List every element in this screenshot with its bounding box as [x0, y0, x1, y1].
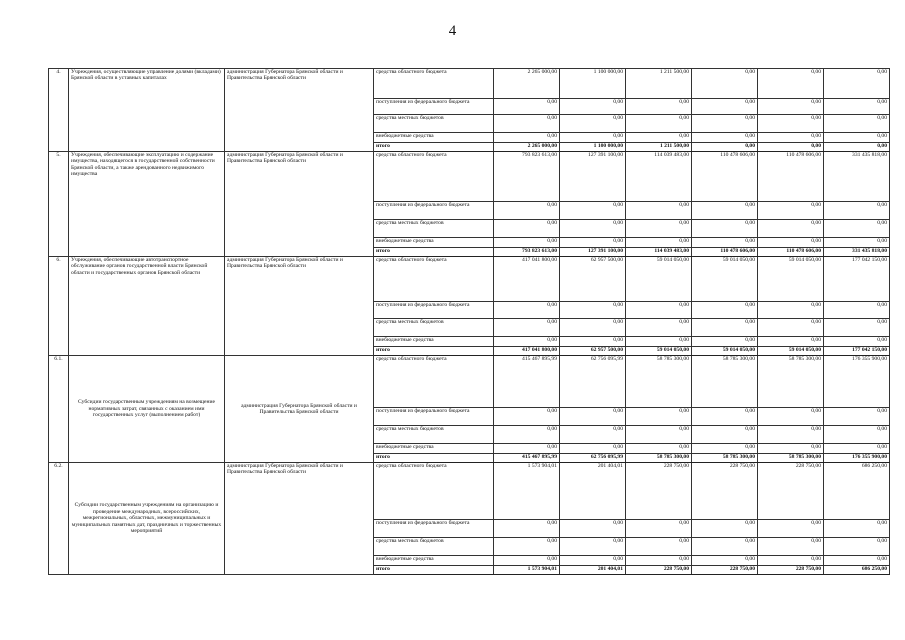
amount-cell: 0,00 — [560, 426, 626, 444]
amount-cell: 0,00 — [626, 302, 692, 319]
funding-source: средства областного бюджета — [374, 257, 494, 302]
amount-cell: 0,00 — [824, 143, 890, 152]
amount-cell: 0,00 — [494, 520, 560, 538]
amount-cell: 0,00 — [758, 444, 824, 454]
amount-cell: 0,00 — [560, 238, 626, 248]
amount-cell: 228 750,00 — [758, 463, 824, 520]
funding-source: средства областного бюджета — [374, 463, 494, 520]
amount-cell: 0,00 — [824, 556, 890, 566]
amount-cell: 0,00 — [758, 408, 824, 426]
section-number: 6.2. — [49, 463, 69, 575]
amount-cell: 2 265 000,00 — [494, 143, 560, 152]
funding-source: внебюджетные средства — [374, 556, 494, 566]
amount-cell: 110 478 606,00 — [758, 248, 824, 257]
amount-cell: 110 478 606,00 — [758, 152, 824, 202]
amount-cell: 0,00 — [494, 238, 560, 248]
section-number: 6. — [49, 257, 69, 356]
amount-cell: 0,00 — [494, 115, 560, 133]
section-name: Субсидии государственным учреждениям на организацию и проведение международных, всероссийских, межрегиональных, областных, межмуниципальных и муниципальных памятных дат, праздничных и торжественных мероприятий — [69, 463, 225, 575]
amount-cell: 0,00 — [626, 319, 692, 337]
amount-cell: 0,00 — [692, 520, 758, 538]
funding-source: поступления из федерального бюджета — [374, 302, 494, 319]
amount-cell: 0,00 — [692, 556, 758, 566]
budget-table — [48, 68, 890, 575]
funding-source: поступления из федерального бюджета — [374, 202, 494, 220]
amount-cell: 0,00 — [824, 444, 890, 454]
amount-cell: 228 750,00 — [692, 463, 758, 520]
amount-cell: 0,00 — [626, 238, 692, 248]
amount-cell: 2 265 000,00 — [494, 69, 560, 99]
amount-cell: 0,00 — [824, 426, 890, 444]
amount-cell: 0,00 — [626, 538, 692, 556]
amount-cell: 176 355 900,00 — [824, 356, 890, 408]
funding-source: средства местных бюджетов — [374, 220, 494, 238]
table-row — [49, 152, 890, 202]
funding-source: средства областного бюджета — [374, 152, 494, 202]
amount-cell: 0,00 — [824, 202, 890, 220]
amount-cell: 0,00 — [494, 556, 560, 566]
amount-cell: 59 014 050,00 — [626, 257, 692, 302]
amount-cell: 1 100 000,00 — [560, 143, 626, 152]
amount-cell: 0,00 — [560, 133, 626, 143]
funding-source: внебюджетные средства — [374, 238, 494, 248]
funding-source: итого — [374, 143, 494, 152]
amount-cell: 58 785 300,00 — [692, 454, 758, 463]
funding-source: средства местных бюджетов — [374, 538, 494, 556]
amount-cell: 0,00 — [692, 426, 758, 444]
amount-cell: 686 250,00 — [824, 566, 890, 575]
amount-cell: 0,00 — [758, 133, 824, 143]
amount-cell: 0,00 — [494, 337, 560, 347]
amount-cell: 0,00 — [692, 408, 758, 426]
amount-cell: 415 467 895,99 — [494, 454, 560, 463]
amount-cell: 177 042 150,00 — [824, 257, 890, 302]
amount-cell: 0,00 — [494, 99, 560, 115]
amount-cell: 0,00 — [560, 319, 626, 337]
amount-cell: 62 957 500,00 — [560, 257, 626, 302]
amount-cell: 0,00 — [494, 302, 560, 319]
amount-cell: 0,00 — [560, 408, 626, 426]
amount-cell: 110 478 606,00 — [692, 152, 758, 202]
amount-cell: 59 014 050,00 — [758, 347, 824, 356]
section-number: 4. — [49, 69, 69, 152]
funding-source: внебюджетные средства — [374, 337, 494, 347]
funding-source: средства местных бюджетов — [374, 115, 494, 133]
amount-cell: 0,00 — [626, 426, 692, 444]
table-row — [49, 69, 890, 99]
amount-cell: 331 435 818,00 — [824, 248, 890, 257]
funding-source: поступления из федерального бюджета — [374, 408, 494, 426]
funding-source: внебюджетные средства — [374, 133, 494, 143]
amount-cell: 0,00 — [692, 538, 758, 556]
amount-cell: 0,00 — [560, 538, 626, 556]
amount-cell: 1 100 000,00 — [560, 69, 626, 99]
amount-cell: 0,00 — [560, 115, 626, 133]
amount-cell: 1 211 500,00 — [626, 69, 692, 99]
section-name: Субсидии государственным учреждениям на возмещение нормативных затрат, связанных с оказанием ими государственных услуг (выполнением работ) — [69, 356, 225, 463]
funding-source: внебюджетные средства — [374, 444, 494, 454]
amount-cell: 0,00 — [692, 133, 758, 143]
amount-cell: 686 250,00 — [824, 463, 890, 520]
amount-cell: 0,00 — [626, 220, 692, 238]
amount-cell: 0,00 — [824, 408, 890, 426]
amount-cell: 0,00 — [692, 337, 758, 347]
amount-cell: 0,00 — [692, 319, 758, 337]
amount-cell: 0,00 — [758, 69, 824, 99]
amount-cell: 0,00 — [560, 556, 626, 566]
amount-cell: 0,00 — [824, 302, 890, 319]
amount-cell: 0,00 — [824, 319, 890, 337]
amount-cell: 0,00 — [626, 99, 692, 115]
amount-cell: 0,00 — [692, 220, 758, 238]
amount-cell: 0,00 — [560, 302, 626, 319]
section-executor: администрация Губернатора Брянской области и Правительства Брянской области — [225, 257, 374, 356]
amount-cell: 58 785 300,00 — [626, 454, 692, 463]
section-executor: администрация Губернатора Брянской области и Правительства Брянской области — [225, 356, 374, 463]
amount-cell: 0,00 — [692, 143, 758, 152]
amount-cell: 0,00 — [824, 115, 890, 133]
section-name: Учреждения, обеспечивающие автотранспортное обслуживание органов государственной власти Брянской области и государственных органов Брянской области — [69, 257, 225, 356]
amount-cell: 59 014 050,00 — [626, 347, 692, 356]
amount-cell: 417 041 800,00 — [494, 257, 560, 302]
amount-cell: 0,00 — [494, 444, 560, 454]
amount-cell: 62 756 095,99 — [560, 454, 626, 463]
amount-cell: 0,00 — [626, 337, 692, 347]
amount-cell: 0,00 — [758, 99, 824, 115]
amount-cell: 0,00 — [494, 220, 560, 238]
amount-cell: 0,00 — [494, 538, 560, 556]
amount-cell: 0,00 — [626, 520, 692, 538]
amount-cell: 114 039 483,00 — [626, 152, 692, 202]
amount-cell: 0,00 — [758, 538, 824, 556]
amount-cell: 0,00 — [758, 337, 824, 347]
amount-cell: 0,00 — [758, 202, 824, 220]
amount-cell: 0,00 — [560, 99, 626, 115]
amount-cell: 0,00 — [758, 220, 824, 238]
amount-cell: 417 041 800,00 — [494, 347, 560, 356]
amount-cell: 1 573 904,01 — [494, 566, 560, 575]
amount-cell: 0,00 — [824, 538, 890, 556]
amount-cell: 228 750,00 — [626, 566, 692, 575]
amount-cell: 0,00 — [560, 444, 626, 454]
amount-cell: 415 467 895,99 — [494, 356, 560, 408]
funding-source: средства областного бюджета — [374, 69, 494, 99]
amount-cell: 0,00 — [560, 220, 626, 238]
amount-cell: 0,00 — [692, 202, 758, 220]
amount-cell: 793 823 613,00 — [494, 248, 560, 257]
funding-source: средства областного бюджета — [374, 356, 494, 408]
amount-cell: 0,00 — [626, 202, 692, 220]
funding-source: итого — [374, 347, 494, 356]
amount-cell: 0,00 — [626, 133, 692, 143]
amount-cell: 110 478 606,00 — [692, 248, 758, 257]
amount-cell: 0,00 — [824, 220, 890, 238]
amount-cell: 59 014 050,00 — [692, 347, 758, 356]
amount-cell: 0,00 — [692, 115, 758, 133]
section-name: Учреждения, осуществляющие управление долями (вкладами) Брянской области в уставных капиталах — [69, 69, 225, 152]
section-executor: администрация Губернатора Брянской области и Правительства Брянской области — [225, 152, 374, 257]
amount-cell: 58 785 300,00 — [626, 356, 692, 408]
amount-cell: 62 756 095,99 — [560, 356, 626, 408]
section-number: 6.1. — [49, 356, 69, 463]
amount-cell: 0,00 — [692, 99, 758, 115]
amount-cell: 0,00 — [758, 520, 824, 538]
amount-cell: 0,00 — [626, 444, 692, 454]
amount-cell: 0,00 — [626, 556, 692, 566]
amount-cell: 0,00 — [824, 133, 890, 143]
amount-cell: 0,00 — [824, 337, 890, 347]
section-executor: администрация Губернатора Брянской области и Правительства Брянской области — [225, 463, 374, 575]
amount-cell: 0,00 — [692, 444, 758, 454]
amount-cell: 59 014 050,00 — [758, 257, 824, 302]
amount-cell: 58 785 300,00 — [692, 356, 758, 408]
section-executor: администрация Губернатора Брянской области и Правительства Брянской области — [225, 69, 374, 152]
amount-cell: 114 039 483,00 — [626, 248, 692, 257]
amount-cell: 1 573 904,01 — [494, 463, 560, 520]
amount-cell: 201 404,01 — [560, 463, 626, 520]
section-name: Учреждения, обеспечивающие эксплуатацию и содержание имущества, находящегося в государственной собственности Брянской области, а также арендованного недвижимого имущества — [69, 152, 225, 257]
funding-source: поступления из федерального бюджета — [374, 520, 494, 538]
amount-cell: 0,00 — [494, 426, 560, 444]
amount-cell: 0,00 — [758, 115, 824, 133]
amount-cell: 0,00 — [824, 520, 890, 538]
funding-source: итого — [374, 454, 494, 463]
table-row — [49, 463, 890, 520]
amount-cell: 0,00 — [494, 202, 560, 220]
amount-cell: 59 014 050,00 — [692, 257, 758, 302]
amount-cell: 0,00 — [692, 238, 758, 248]
section-number: 5. — [49, 152, 69, 257]
amount-cell: 176 355 900,00 — [824, 454, 890, 463]
amount-cell: 331 435 818,00 — [824, 152, 890, 202]
amount-cell: 228 750,00 — [626, 463, 692, 520]
funding-source: средства местных бюджетов — [374, 426, 494, 444]
amount-cell: 58 785 300,00 — [758, 454, 824, 463]
funding-source: средства местных бюджетов — [374, 319, 494, 337]
amount-cell: 0,00 — [758, 319, 824, 337]
amount-cell: 177 042 150,00 — [824, 347, 890, 356]
table-row — [49, 356, 890, 408]
amount-cell: 0,00 — [626, 408, 692, 426]
funding-source: поступления из федерального бюджета — [374, 99, 494, 115]
amount-cell: 0,00 — [692, 69, 758, 99]
amount-cell: 0,00 — [758, 556, 824, 566]
amount-cell: 793 823 613,00 — [494, 152, 560, 202]
amount-cell: 0,00 — [758, 302, 824, 319]
amount-cell: 0,00 — [824, 238, 890, 248]
amount-cell: 201 404,01 — [560, 566, 626, 575]
amount-cell: 1 211 500,00 — [626, 143, 692, 152]
amount-cell: 0,00 — [758, 238, 824, 248]
amount-cell: 0,00 — [626, 115, 692, 133]
amount-cell: 0,00 — [560, 202, 626, 220]
amount-cell: 0,00 — [560, 337, 626, 347]
amount-cell: 127 391 100,00 — [560, 248, 626, 257]
amount-cell: 0,00 — [824, 99, 890, 115]
amount-cell: 58 785 300,00 — [758, 356, 824, 408]
funding-source: итого — [374, 566, 494, 575]
amount-cell: 0,00 — [758, 143, 824, 152]
amount-cell: 0,00 — [692, 302, 758, 319]
amount-cell: 0,00 — [494, 319, 560, 337]
amount-cell: 0,00 — [758, 426, 824, 444]
amount-cell: 228 750,00 — [758, 566, 824, 575]
amount-cell: 0,00 — [824, 69, 890, 99]
funding-source: итого — [374, 248, 494, 257]
amount-cell: 127 391 100,00 — [560, 152, 626, 202]
amount-cell: 0,00 — [494, 133, 560, 143]
budget-table-body — [49, 69, 890, 575]
amount-cell: 228 750,00 — [692, 566, 758, 575]
page-number: 4 — [448, 23, 457, 39]
amount-cell: 62 957 500,00 — [560, 347, 626, 356]
amount-cell: 0,00 — [494, 408, 560, 426]
amount-cell: 0,00 — [560, 520, 626, 538]
table-row — [49, 257, 890, 302]
